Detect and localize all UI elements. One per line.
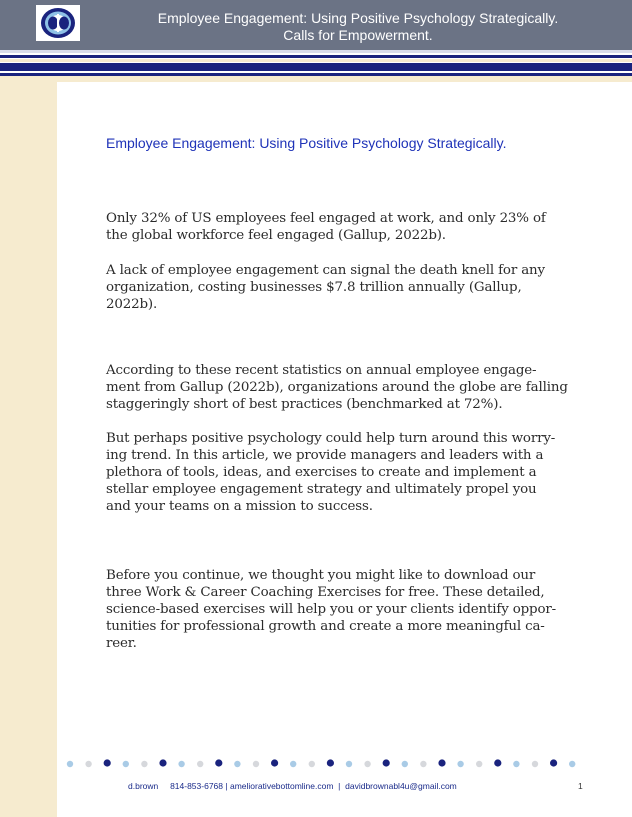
header-stripe-thin-top: [0, 50, 632, 53]
decorative-dot: [457, 761, 463, 767]
decorative-dot: [290, 761, 296, 767]
document-heading: Employee Engagement: Using Positive Psychology Strategically.: [106, 135, 507, 151]
cream-margin: [0, 82, 57, 817]
decorative-dot: [364, 761, 370, 767]
paragraph-line: 2022b).: [106, 297, 158, 312]
paragraph-3: [106, 362, 568, 413]
decorative-dot: [513, 761, 519, 767]
footer-phone: 814-853-6768: [170, 781, 223, 791]
header-title-line1: Employee Engagement: Using Positive Psychology Strategically.: [157, 10, 559, 26]
paragraph-line: ment from Gallup (2022b), organizations around the globe are falling: [106, 380, 568, 395]
decorative-dot: [234, 761, 240, 767]
decorative-dot: [271, 759, 278, 766]
paragraph-line: organization, costing businesses $7.8 trillion annually (Gallup,: [106, 280, 522, 295]
paragraph-1: [106, 210, 561, 244]
decorative-dot-row: [66, 757, 586, 771]
paragraph-line: ing trend. In this article, we provide managers and leaders with a: [106, 448, 544, 463]
paragraph-line: Before you continue, we thought you might like to download our: [106, 568, 536, 583]
header-title-line2: Calls for Empowerment.: [283, 27, 433, 43]
decorative-dot: [476, 761, 482, 767]
decorative-dot: [420, 761, 426, 767]
decorative-dot: [67, 761, 73, 767]
paragraph-line: A lack of employee engagement can signal the death knell for any: [106, 263, 545, 278]
paragraph-line: three Work & Career Coaching Exercises for free. These detailed,: [106, 585, 545, 600]
decorative-dot: [383, 759, 390, 766]
paragraph-line: According to these recent statistics on annual employee engage-: [106, 363, 537, 378]
header-stripe-navy-1: [0, 55, 632, 58]
header-title: [90, 10, 626, 44]
decorative-dot: [178, 761, 184, 767]
decorative-dot: [327, 759, 334, 766]
decorative-dot: [141, 761, 147, 767]
paragraph-2: [106, 262, 561, 313]
paragraph-line: reer.: [106, 636, 137, 651]
paragraph-line: the global workforce feel engaged (Gallup, 2022b).: [106, 228, 446, 243]
decorative-dot: [438, 759, 445, 766]
paragraph-line: staggeringly short of best practices (benchmarked at 72%).: [106, 397, 503, 412]
footer: [0, 781, 632, 795]
decorative-dot: [550, 759, 557, 766]
paragraph-line: Only 32% of US employees feel engaged at work, and only 23% of: [106, 211, 546, 226]
decorative-dot: [85, 761, 91, 767]
footer-contact: [128, 781, 457, 791]
paragraph-4: [106, 430, 561, 515]
decorative-dot: [402, 761, 408, 767]
footer-separator: |: [225, 781, 228, 791]
paragraph-5: [106, 567, 561, 652]
footer-separator: |: [338, 781, 341, 791]
decorative-dot: [253, 761, 259, 767]
decorative-dot: [346, 761, 352, 767]
paragraph-line: tunities for professional growth and create a more meaningful ca-: [106, 619, 545, 634]
footer-website: ameliorativebottomline.com: [229, 781, 334, 791]
cream-band: [0, 76, 632, 82]
footer-name: d.brown: [128, 781, 159, 791]
paragraph-line: plethora of tools, ideas, and exercises to create and implement a: [106, 465, 537, 480]
paragraph-line: But perhaps positive psychology could help turn around this worry-: [106, 431, 556, 446]
paragraph-line: stellar employee engagement strategy and ultimately propel you: [106, 482, 537, 497]
footer-email: davidbrownabl4u@gmail.com: [345, 781, 457, 791]
decorative-dot: [532, 761, 538, 767]
decorative-dot: [215, 759, 222, 766]
logo-icon: [36, 5, 80, 41]
decorative-dot: [309, 761, 315, 767]
decorative-dot: [123, 761, 129, 767]
decorative-dot: [569, 761, 575, 767]
header-stripe-navy-2: [0, 63, 632, 71]
decorative-dot: [197, 761, 203, 767]
decorative-dot: [104, 759, 111, 766]
decorative-dot: [494, 759, 501, 766]
header-bar: [0, 0, 632, 50]
decorative-dot: [159, 759, 166, 766]
paragraph-line: and your teams on a mission to success.: [106, 499, 373, 514]
header-stripe-cream: [0, 59, 632, 62]
paragraph-line: science-based exercises will help you or your clients identify oppor-: [106, 602, 557, 617]
page-number: 1: [578, 781, 583, 791]
